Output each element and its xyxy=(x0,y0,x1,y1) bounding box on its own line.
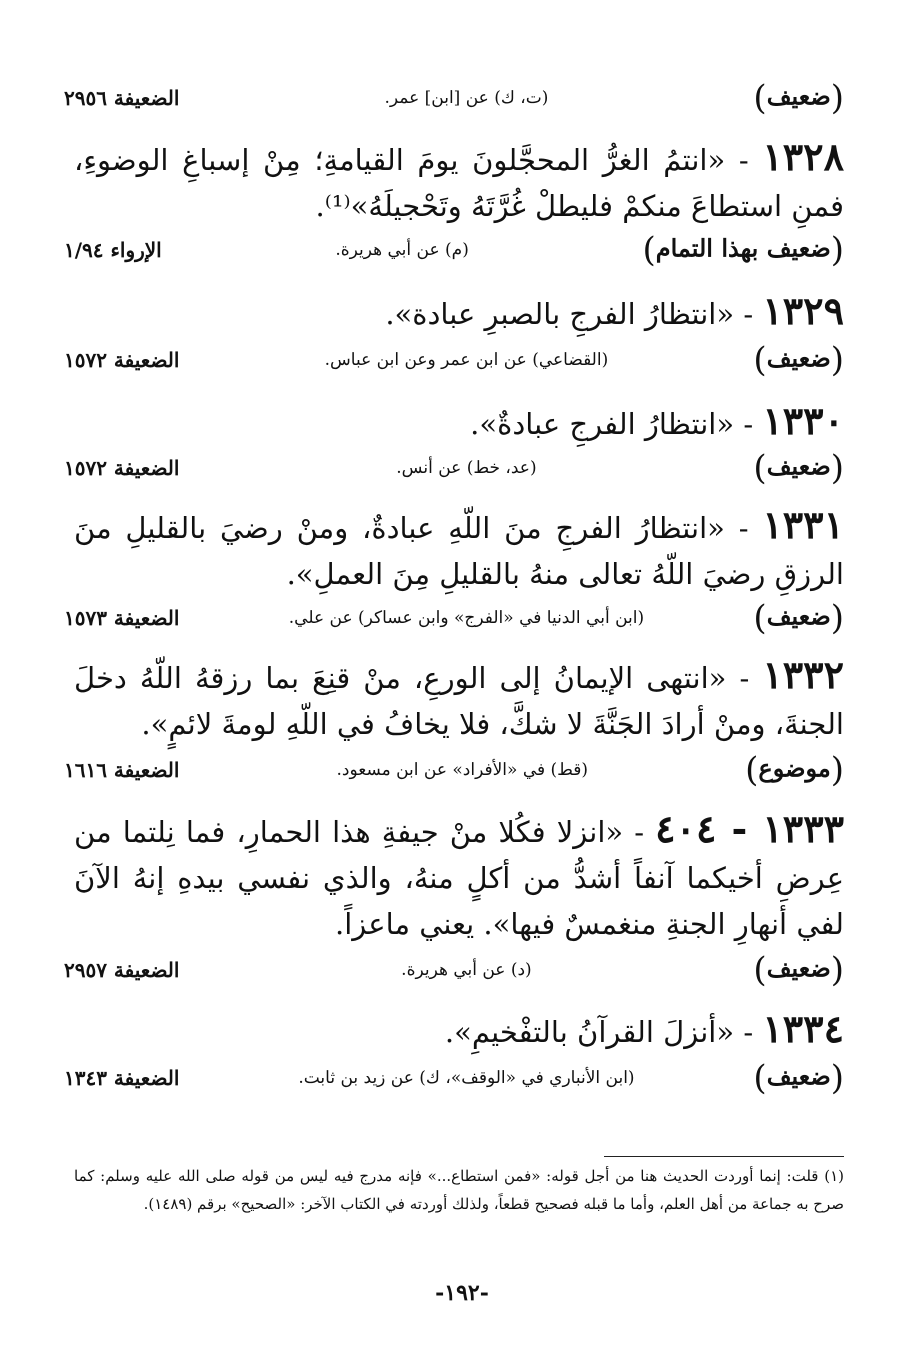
hadith-text: «انتظارُ الفرجِ منَ اللّهِ عبادةٌ، ومنْ رضيَ بالقليلِ منَ الرزقِ رضيَ اللّهُ تعالى منهُ بالقليلِ مِنَ العملِ». xyxy=(74,511,844,591)
grade-label: (ضعيف) xyxy=(753,950,844,990)
status-row xyxy=(64,750,844,790)
source-citation: (ابن أبي الدنيا في «الفرج» وابن عساكر) عن علي. xyxy=(288,608,645,628)
hadith-number: ١٣٣٠ xyxy=(762,398,844,443)
hadith-entry: ١٣٢٨ - «انتمُ الغرُّ المحجَّلونَ يومَ القيامةِ؛ مِنْ إسباغِ الوضوءِ، فمنِ استطاعَ منكمْ فليطلْ غُرَّتَهُ وتَحْجيلَهُ»⁽¹⁾. xyxy=(74,134,844,223)
hadith-entry: ١٣٣٤ - «أنزلَ القرآنُ بالتفْخيمِ». xyxy=(444,1006,844,1051)
grade-label: (ضعيف) xyxy=(753,340,844,380)
reference: الضعيفة ١٣٤٣ xyxy=(64,1066,180,1090)
status-row xyxy=(64,78,844,118)
hadith-entry: ١٣٣٣ - ٤٠٤ - «انزلا فكُلا منْ جيفةِ هذا الحمارِ، فما نِلتما من عِرضِ أخيكما آنفاً أشدُّ من أكلٍ منهُ، والذي نفسي بيدهِ إنهُ الآنَ لفي أنهارِ الجنةِ منغمسٌ فيها». يعني ماعزاً. xyxy=(74,806,845,941)
status-row xyxy=(64,598,844,638)
grade-label: (ضعيف) xyxy=(753,78,844,118)
hadith-number: ١٣٣٢ xyxy=(762,652,844,697)
grade-label: (ضعيف) xyxy=(753,598,844,638)
hadith-entry: ١٣٢٩ - «انتظارُ الفرجِ بالصبرِ عبادة». xyxy=(385,288,844,333)
hadith-number: ١٣٣١ xyxy=(762,502,844,547)
reference: الضعيفة ١٥٧٢ xyxy=(64,348,180,372)
footnote: (١) قلت: إنما أوردت الحديث هنا من أجل قوله: «فمن استطاع...» فإنه مدرج فيه ليس من قوله صلى الله عليه وسلم: كما صرح به جماعة من أهل العلم، وأما ما قبله فصحيح قطعاً، ولذلك أوردته في الكتاب الآخر: «الصحيح» برقم (١٤٨٩). xyxy=(74,1167,844,1213)
hadith-number: ١٣٢٩ xyxy=(762,288,844,333)
hadith-entry: ١٣٣٢ - «انتهى الإيمانُ إلى الورعِ، منْ قنِعَ بما رزقهُ اللّهُ دخلَ الجنةَ، ومنْ أرادَ الجَنَّةَ لا شكَّ، فلا يخافُ في اللّهِ لومةَ لائمٍ». xyxy=(74,652,844,741)
hadith-number: ١٣٣٤ xyxy=(762,1006,844,1051)
grade-label: (ضعيف بهذا التمام) xyxy=(642,230,844,270)
grade-label: (ضعيف) xyxy=(753,448,844,488)
grade-label: (ضعيف) xyxy=(753,1058,844,1098)
hadith-text: «انتظارُ الفرجِ عبادةٌ». xyxy=(470,407,735,441)
footnote-divider xyxy=(604,1156,844,1157)
status-row xyxy=(64,448,844,488)
reference: الضعيفة ١٥٧٣ xyxy=(64,606,180,630)
source-citation: (د) عن أبي هريرة. xyxy=(401,960,532,980)
hadith-text: «انتظارُ الفرجِ بالصبرِ عبادة». xyxy=(385,297,735,331)
hadith-number: ١٣٣٣ - ٤٠٤ xyxy=(655,806,845,851)
hadith-number: ١٣٢٨ xyxy=(762,134,844,179)
status-row xyxy=(64,1058,844,1098)
reference: الإرواء ١/٩٤ xyxy=(64,238,162,262)
hadith-text: «أنزلَ القرآنُ بالتفْخيمِ». xyxy=(444,1015,735,1049)
status-row xyxy=(64,230,844,270)
hadith-text: «انزلا فكُلا منْ جيفةِ هذا الحمارِ، فما نِلتما من عِرضِ أخيكما آنفاً أشدُّ من أكلٍ منهُ، والذي نفسي بيدهِ إنهُ الآنَ لفي أنهارِ الجنةِ منغمسٌ فيها». يعني ماعزاً. xyxy=(74,815,844,941)
hadith-text: «انتهى الإيمانُ إلى الورعِ، منْ قنِعَ بما رزقهُ اللّهُ دخلَ الجنةَ، ومنْ أرادَ الجَنَّةَ لا شكَّ، فلا يخافُ في اللّهِ لومةَ لائمٍ». xyxy=(74,661,844,741)
reference: الضعيفة ٢٩٥٦ xyxy=(64,86,180,110)
source-citation: (ت، ك) عن [ابن] عمر. xyxy=(384,88,549,108)
hadith-entry: ١٣٣٠ - «انتظارُ الفرجِ عبادةٌ». xyxy=(470,398,844,443)
status-row xyxy=(64,340,844,380)
reference: الضعيفة ١٥٧٢ xyxy=(64,456,180,480)
hadith-entry: ١٣٣١ - «انتظارُ الفرجِ منَ اللّهِ عبادةٌ، ومنْ رضيَ بالقليلِ منَ الرزقِ رضيَ اللّهُ تعالى منهُ بالقليلِ مِنَ العملِ». xyxy=(74,502,844,591)
grade-label: (موضوع) xyxy=(745,750,844,790)
status-row xyxy=(64,950,844,990)
source-citation: (ابن الأنباري في «الوقف»، ك) عن زيد بن ثابت. xyxy=(298,1068,635,1088)
hadith-text: «انتمُ الغرُّ المحجَّلونَ يومَ القيامةِ؛ مِنْ إسباغِ الوضوءِ، فمنِ استطاعَ منكمْ فليطلْ غُرَّتَهُ وتَحْجيلَهُ»⁽¹⁾. xyxy=(74,143,844,223)
source-citation: (عد، خط) عن أنس. xyxy=(396,458,537,478)
reference: الضعيفة ٢٩٥٧ xyxy=(64,958,180,982)
reference: الضعيفة ١٦١٦ xyxy=(64,758,180,782)
source-citation: (قط) في «الأفراد» عن ابن مسعود. xyxy=(336,760,589,780)
source-citation: (القضاعي) عن ابن عمر وعن ابن عباس. xyxy=(324,350,609,370)
source-citation: (م) عن أبي هريرة. xyxy=(335,240,469,260)
page-number: -١٩٢- xyxy=(435,1280,489,1306)
